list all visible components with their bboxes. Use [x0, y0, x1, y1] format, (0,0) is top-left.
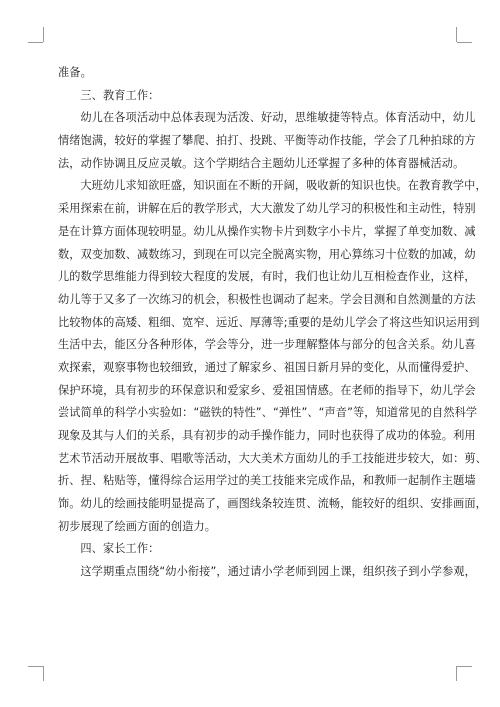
text-line: 准备。: [58, 66, 92, 79]
paragraph-line: 是在计算方面体现较明显。幼儿从操作实物卡片到数字小卡片，掌握了单变加数、减: [58, 224, 476, 238]
crop-mark-bottom-left-h: [28, 666, 43, 667]
paragraph-line: 采用探索在前，讲解在后的教学形式，大大激发了幼儿学习的积极性和主动性，特别: [58, 202, 476, 216]
crop-mark-bottom-left-v: [43, 666, 44, 681]
crop-mark-bottom-right-h: [457, 666, 472, 667]
paragraph-line: 保护环境，具有初步的环保意识和爱家乡、爱祖国情感。在老师的指导下，幼儿学会: [58, 383, 476, 397]
paragraph-line: 情绪饱满，较好的掌握了攀爬、拍打、投跳、平衡等动作技能，学会了几种拍球的方: [58, 134, 476, 148]
paragraph-line: 初步展现了绘画方面的创造力。: [58, 519, 217, 533]
section-heading-parents: 四、家长工作：: [80, 542, 160, 556]
crop-mark-top-left-h: [28, 42, 43, 43]
paragraph-line: 幼儿等于又多了一次练习的机会，积极性也调动了起来。学会目测和自然测量的方法: [58, 292, 476, 306]
paragraph-line: 艺术节活动开展故事、唱歌等活动，大大美术方面幼儿的手工技能进步较大，如：剪、: [58, 451, 487, 465]
paragraph-line: 这学期重点围绕“幼小衔接”，通过请小学老师到园上课，组织孩子到小学参观，: [80, 565, 476, 579]
crop-mark-top-right-v: [456, 27, 457, 42]
section-heading-education: 三、教育工作：: [80, 88, 160, 102]
crop-mark-top-left-v: [43, 27, 44, 42]
paragraph-line: 生活中去，能区分各种形体，学会等分，进一步理解整体与部分的包含关系。幼儿喜: [58, 338, 476, 352]
crop-mark-top-right-h: [457, 42, 472, 43]
paragraph-line: 现象及其与人们的关系，具有初步的动手操作能力，同时也获得了成功的体验。利用: [58, 429, 476, 442]
paragraph-line: 法，动作协调且反应灵敏。这个学期结合主题幼儿还掌握了多种的体育器械活动。: [58, 156, 465, 170]
paragraph-line: 欢探索，观察事物也较细致，通过了解家乡、祖国日新月异的变化，从而懂得爱护、: [58, 360, 476, 374]
paragraph-line: 数，双变加数、减数练习，到现在可以完全脱离实物，用心算练习十位数的加减，幼: [58, 247, 476, 261]
paragraph-line: 饰。幼儿的绘画技能明显提高了，画图线条较连贯、流畅，能较好的组织、安排画面，: [58, 497, 487, 511]
paragraph-line: 大班幼儿求知欲旺盛，知识面在不断的开阔，吸收新的知识也快。在教育教学中，: [80, 179, 487, 193]
paragraph-line: 幼儿在各项活动中总体表现为活泼、好动，思维敏捷等特点。体育活动中，幼儿: [80, 111, 476, 125]
paragraph-line: 折、捏、粘贴等，懂得综合运用学过的美工技能来完成作品，和教师一起制作主题墙: [58, 474, 476, 488]
paragraph-line: 尝试简单的科学小实验如：“磁铁的特性”、“弹性”、“声音”等，知道常见的自然科学: [58, 406, 478, 420]
document-body: [58, 62, 487, 584]
paragraph-line: 比较物体的高矮、粗细、宽窄、远近、厚薄等;重要的是幼儿学会了将这些知识运用到: [58, 315, 480, 329]
crop-mark-bottom-right-v: [456, 666, 457, 681]
paragraph-line: 儿的数学思维能力得到较大程度的发展，有时，我们也让幼儿互相检查作业，这样，: [58, 270, 476, 284]
